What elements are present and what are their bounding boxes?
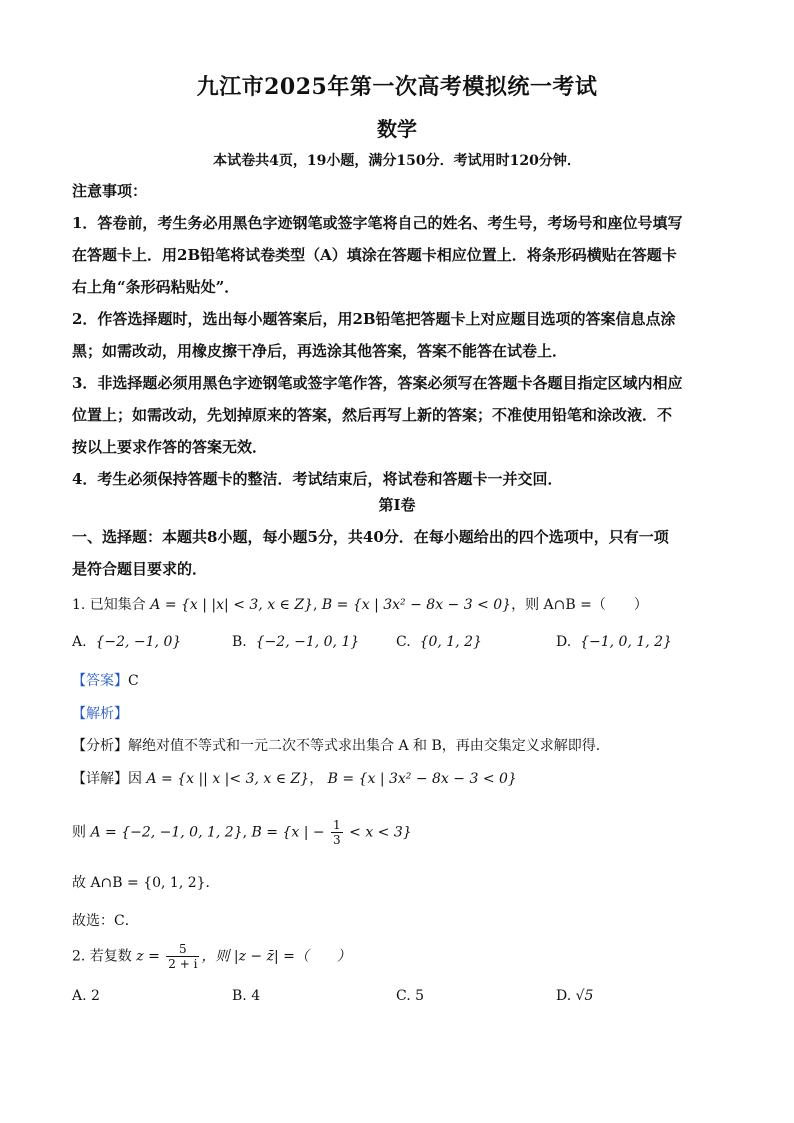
set-b-definition: B = {x | 3x² − 8x − 3 < 0} [321,597,512,613]
fraction-numerator: 5 [166,942,199,957]
then-set-b-prefix: B = {x | − [251,824,325,841]
detail-set-a: A = {x || x |< 3, x ∈ Z} [146,771,310,787]
option-text: 5 [415,988,425,1004]
section-title: 第Ⅰ卷 [378,496,416,514]
notes-line: 黑；如需改动，用橡皮擦干净后，再选涂其他答案，答案不能答在试卷上． [72,342,568,360]
notes-line: 2．作答选择题时，选出每小题答案后，用2B铅笔把答题卡上对应题目选项的答案信息点涂 [72,310,676,328]
option-letter: A. [72,634,87,650]
detail-line: 【详解】因 A = {x || x |< 3, x ∈ Z}， B = {x | 3x² − 8x − 3 < 0} [72,771,517,787]
option-letter: B. [232,634,247,650]
option-text: √5 [575,988,594,1004]
option-text: {0, 1, 2} [419,634,482,650]
notes-line: 1．答卷前，考生务必用黑色字迹钢笔或签字笔将自己的姓名、考生号，考场号和座位号填写 [72,214,683,232]
notes-heading: 注意事项： [72,182,148,200]
question-1-tail: ，则 A∩B =（ ） [511,597,648,613]
notes-line: 右上角“条形码粘贴处”． [72,278,240,296]
option-letter: C. [396,988,411,1004]
exam-info: 本试卷共4页，19小题，满分150分．考试用时120分钟． [213,153,581,169]
option-letter: D. [556,634,572,650]
option-b [232,988,260,1004]
detail-prefix: 因 [128,771,142,787]
section-intro-line: 是符合题目要求的． [72,560,208,578]
option-text: {−1, 0, 1, 2} [580,634,672,650]
fenxi-line [72,735,600,755]
fraction-denominator: 2 + i [168,957,198,971]
option-text: {−2, −1, 0} [95,634,182,650]
option-text: {−2, −1, 0, 1} [255,634,360,650]
notes-line: 按以上要求作答的答案无效． [72,438,268,456]
choice-line: 故选：C． [72,913,139,929]
then-line: 则 A = {−2, −1, 0, 1, 2}, B = {x | − $\frac{1}{3}$ < x < 3} [72,818,412,847]
question-2-tail: ，则 |z − z̄| =（ ） [201,948,351,965]
option-d [556,634,672,650]
fraction-one-third [331,818,343,847]
option-letter: A. [72,988,87,1004]
question-2-prefix: 2. 若复数 [72,948,132,965]
fraction-denominator: 3 [333,833,341,847]
fenxi-text: 解绝对值不等式和一元二次不等式求出集合 A 和 B，再由交集定义求解即得. [128,738,601,754]
notes-line: 位置上；如需改动，先划掉原来的答案，然后再写上新的答案；不准使用铅笔和涂改液．不 [72,406,673,424]
option-text: 2 [91,988,100,1004]
then-prefix: 则 [72,824,86,841]
set-a-definition: A = {x | |x| < 3, x ∈ Z} [150,597,313,613]
option-a [72,634,181,650]
subject-title: 数学 [377,117,417,141]
question-1-prefix: 1. 已知集合 [72,597,146,613]
section-intro-line: 一、选择题：本题共8小题，每小题5分，共40分．在每小题给出的四个选项中，只有一项 [72,528,669,546]
analysis-tag: 【解析】 [72,706,128,722]
option-c [396,634,482,650]
detail-tag: 【详解】 [72,771,128,787]
option-letter: B. [232,988,247,1004]
detail-set-b: B = {x | 3x² − 8x − 3 < 0} [327,771,517,787]
option-letter: C. [396,634,411,650]
option-letter: D. [556,988,572,1004]
answer-line [72,670,139,690]
option-d [556,988,593,1004]
notes-line: 在答题卡上．用2B铅笔将试卷类型（A）填涂在答题卡相应位置上．将条形码横贴在答题卡 [72,246,677,264]
question-2 [72,942,351,971]
exam-title: 九江市2025年第一次高考模拟统一考试 [196,74,598,100]
notes-line: 3．非选择题必须用黑色字迹钢笔或签字笔作答，答案必须写在答题卡各题目指定区域内相应 [72,374,683,392]
then-set-a: A = {−2, −1, 0, 1, 2} [90,824,243,841]
question-1: 1. 已知集合 A = {x | |x| < 3, x ∈ Z}, B = {x | 3x² − 8x − 3 < 0}，则 A∩B =（ ） [72,597,648,613]
fenxi-tag: 【分析】 [72,738,128,754]
z-symbol: z = [136,948,160,965]
option-c [396,988,424,1004]
option-a [72,988,100,1004]
option-text: 4 [251,988,261,1004]
fraction-numerator: 1 [333,818,341,832]
option-b [232,634,359,650]
notes-line: 4．考生必须保持答题卡的整洁．考试结束后，将试卷和答题卡一并交回． [72,470,563,488]
answer-value: C [128,673,139,689]
fraction-five-over [166,942,199,971]
conclusion-line: 故 A∩B = {0, 1, 2}． [72,875,220,891]
then-set-b-suffix: < x < 3} [349,824,412,841]
answer-tag: 【答案】 [72,673,128,689]
